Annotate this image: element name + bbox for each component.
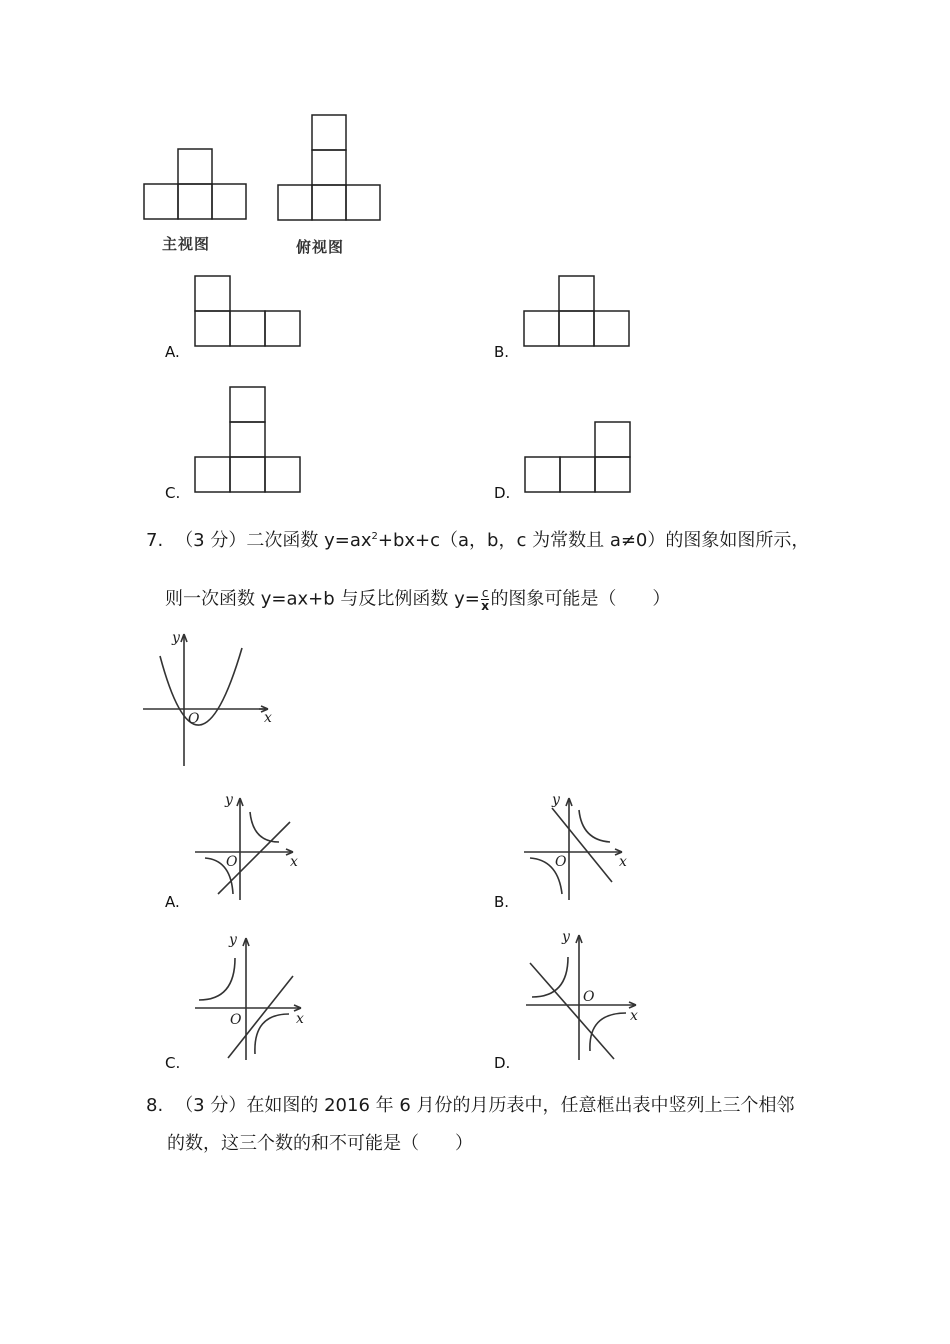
q6-option-c-figure[interactable] xyxy=(193,385,303,495)
q8-number: 8. xyxy=(146,1095,164,1116)
q7-option-d-graph[interactable] xyxy=(522,927,647,1062)
q8-text-1: 在如图的 2016 年 6 月份的月历表中，任意框出表中竖列上三个相邻 xyxy=(246,1095,795,1116)
q6-option-c-label[interactable]: C. xyxy=(165,484,181,502)
q8-line-2: 的数，这三个数的和不可能是（ ） xyxy=(167,1133,473,1154)
q7-c-origin-label: O xyxy=(230,1012,242,1028)
q7-parabola-x-label: x xyxy=(264,710,272,726)
q7-a-origin-label: O xyxy=(226,854,238,870)
top-view-figure xyxy=(274,111,386,225)
q7-option-b-graph[interactable] xyxy=(522,790,637,902)
q7-parabola-graph xyxy=(140,628,280,768)
q7-option-a-label[interactable]: A. xyxy=(165,893,180,911)
q7-parabola-y-label: y xyxy=(172,630,180,646)
top-view-label: 俯视图 xyxy=(296,238,345,256)
q7-a-y-label: y xyxy=(225,792,233,808)
q7-c-x-label: x xyxy=(296,1011,304,1027)
q7-text-1a: 二次函数 y=ax xyxy=(246,530,372,551)
q7-parabola-origin-label: O xyxy=(188,711,200,727)
q7-option-d-label[interactable]: D. xyxy=(494,1054,511,1072)
q7-line-2 xyxy=(165,587,670,612)
q7-b-y-label: y xyxy=(552,792,560,808)
q7-text-2a: 则一次函数 y=ax+b 与反比例函数 y= xyxy=(165,588,480,610)
q6-option-d-figure[interactable] xyxy=(523,420,633,496)
q7-line-1 xyxy=(146,525,809,553)
q7-b-x-label: x xyxy=(619,854,627,870)
q6-option-b-figure[interactable] xyxy=(522,274,632,350)
q7-number: 7. xyxy=(146,530,164,551)
q7-points: （3 分） xyxy=(175,530,247,551)
q6-option-a-figure[interactable] xyxy=(193,274,303,350)
front-view-label: 主视图 xyxy=(162,235,211,253)
q7-frac-num: c xyxy=(481,586,489,600)
q7-option-b-label[interactable]: B. xyxy=(494,893,510,911)
q7-b-origin-label: O xyxy=(555,854,567,870)
q8-points: （3 分） xyxy=(175,1095,247,1116)
q7-d-origin-label: O xyxy=(583,989,595,1005)
q7-text-2b: 的图象可能是（ ） xyxy=(490,588,671,610)
front-view-figure xyxy=(140,145,252,225)
q6-option-b-label[interactable]: B. xyxy=(494,343,510,361)
q8-line-1 xyxy=(146,1094,795,1118)
q6-option-a-label[interactable]: A. xyxy=(165,343,180,361)
q7-d-y-label: y xyxy=(562,929,570,945)
q7-text-1b: +bx+c（a，b，c 为常数且 a≠0）的图象如图所示， xyxy=(377,530,810,551)
q6-option-d-label[interactable]: D. xyxy=(494,484,511,502)
q7-a-x-label: x xyxy=(290,854,298,870)
q7-option-c-label[interactable]: C. xyxy=(165,1054,181,1072)
q7-option-a-graph[interactable] xyxy=(193,790,308,902)
q7-d-x-label: x xyxy=(630,1008,638,1024)
q7-frac-den: x xyxy=(481,599,489,613)
q7-option-c-graph[interactable] xyxy=(193,930,313,1062)
q7-exponent: 2 xyxy=(371,531,378,542)
q7-fraction xyxy=(481,587,490,612)
q7-c-y-label: y xyxy=(229,932,237,948)
